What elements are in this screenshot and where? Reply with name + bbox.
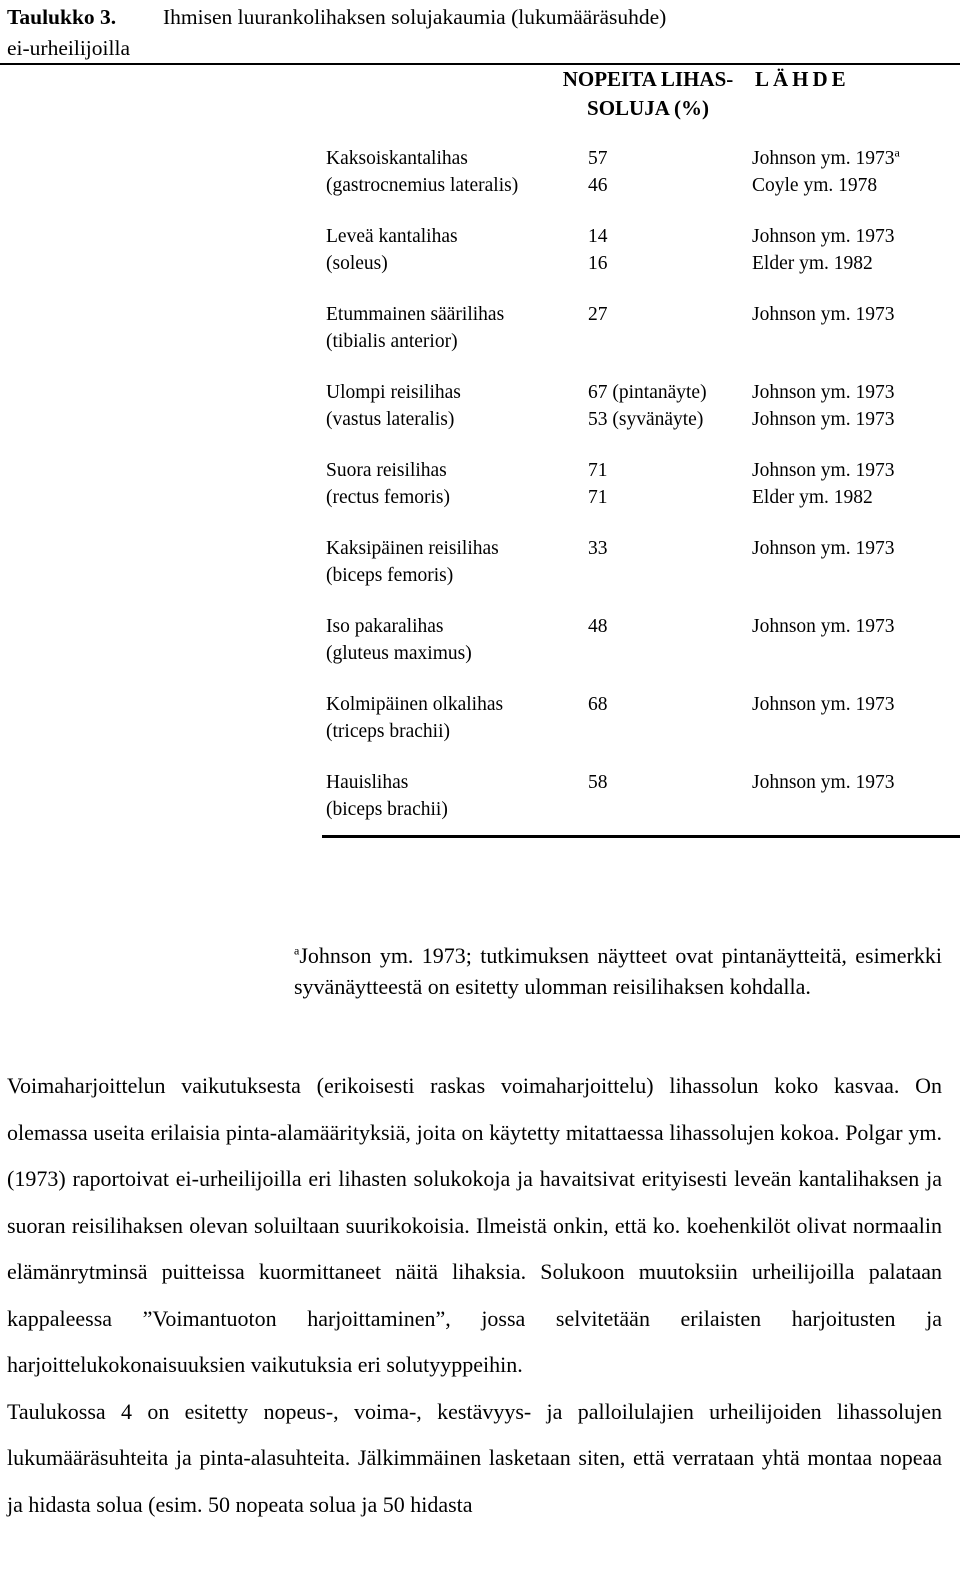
muscle-name-cell: (gastrocnemius lateralis) [326, 175, 519, 196]
fast-fiber-percent-cell: 27 [588, 304, 608, 325]
muscle-name-cell: Kaksoiskantalihas [326, 148, 468, 169]
body-text [7, 1063, 942, 1528]
muscle-name-cell: Hauislihas [326, 772, 409, 793]
muscle-name-cell: Suora reisilihas [326, 460, 447, 481]
source-text: Johnson ym. 1973 [752, 304, 895, 325]
fast-fiber-percent-cell: 58 [588, 772, 608, 793]
source-cell [752, 172, 877, 199]
footnote-marker: a [294, 943, 300, 958]
fast-fiber-percent-cell: 57 [588, 148, 608, 169]
table-row [326, 484, 960, 511]
source-text: Johnson ym. 1973 [752, 616, 895, 637]
source-cell [752, 301, 894, 328]
table-row [326, 691, 960, 718]
header-fast-fibers [553, 65, 743, 123]
table-row-group [326, 535, 960, 613]
header-source: LÄHDE [755, 67, 850, 91]
source-text: Johnson ym. 1973 [752, 460, 895, 481]
table-row [326, 796, 960, 823]
table-row-group [326, 691, 960, 769]
table-row [326, 562, 960, 589]
source-cell [752, 406, 894, 433]
table-row [326, 223, 960, 250]
table-row [326, 457, 960, 484]
muscle-name-cell: (tibialis anterior) [326, 331, 458, 352]
table-caption [7, 2, 947, 64]
table-row [326, 250, 960, 277]
source-text: Elder ym. 1982 [752, 253, 873, 274]
fast-fiber-percent-cell [588, 718, 752, 745]
source-text: Johnson ym. 1973 [752, 226, 895, 247]
muscle-name-cell: (biceps femoris) [326, 565, 454, 586]
muscle-name-cell: (triceps brachii) [326, 721, 450, 742]
table-row [326, 769, 960, 796]
paragraph-1: Voimaharjoittelun vaikutuksesta (erikoisesti raskas voimaharjoittelu) lihassolun koko kasvaa. On olemassa useita erilaisia pinta-alamäärityksiä, joita on käytetty mitattaessa lihassolujen kokoa. Polgar ym. (1973) raportoivat ei-urheilijoilla eri lihasten solukokoja ja havaitsivat erityisesti leveän kantalihaksen ja suoran reisilihaksen olevan soluiltaan suurikokoisia. Ilmeistä onkin, että ko. koehenkilöt olivat normaalin elämänrytminsä puitteissa kuormittaneet näitä lihaksia. Solukoon muutoksiin urheilijoilla palataan kappaleessa ”Voimantuoton harjoittaminen”, jossa selvitetään erilaisten harjoitusten ja harjoittelukokonaisuuksien vaikutuksia eri solutyyppeihin. [7, 1073, 942, 1377]
source-text: Coyle ym. 1978 [752, 175, 878, 196]
paragraph-2: Taulukossa 4 on esitetty nopeus-, voima-, kestävyys- ja palloilulajien urheilijoiden lihassolujen lukumääräsuhteita ja pinta-alasuhteita. Jälkimmäinen lasketaan siten, että verrataan yhtä montaa nopeaa ja hidasta solua (esim. 50 nopeata solua ja 50 hidasta [7, 1398, 942, 1517]
header-fast-line1: NOPEITA LIHAS- [562, 67, 734, 91]
source-cell [752, 145, 900, 172]
table-row [326, 535, 960, 562]
table-row [326, 718, 960, 745]
caption-title-line1: Ihmisen luurankolihaksen solujakaumia (lukumääräsuhde) [163, 5, 667, 29]
muscle-name-cell: Iso pakaralihas [326, 616, 444, 637]
table-row [326, 613, 960, 640]
table-footnote [294, 940, 942, 1002]
source-cell [752, 535, 894, 562]
muscle-name-cell: Etummainen säärilihas [326, 304, 505, 325]
source-text: Elder ym. 1982 [752, 487, 873, 508]
muscle-fiber-table [326, 145, 960, 847]
caption-title-line2: ei-urheilijoilla [7, 36, 130, 60]
muscle-name-cell: (vastus lateralis) [326, 409, 455, 430]
muscle-name-cell: (soleus) [326, 253, 388, 274]
source-cell [752, 457, 894, 484]
source-cell [752, 613, 894, 640]
table-row-group [326, 223, 960, 301]
source-text: Johnson ym. 1973 [752, 382, 895, 403]
fast-fiber-percent-cell: 71 [588, 487, 608, 508]
muscle-name-cell: Kaksipäinen reisilihas [326, 538, 499, 559]
fast-fiber-percent-cell: 67 (pintanäyte) [588, 382, 707, 403]
source-cell [752, 769, 894, 796]
source-cell [752, 250, 873, 277]
fast-fiber-percent-cell: 71 [588, 460, 608, 481]
source-cell [752, 223, 894, 250]
caption-label: Taulukko 3. [7, 5, 117, 29]
fast-fiber-percent-cell [588, 328, 752, 355]
table-row-group [326, 613, 960, 691]
source-cell [752, 484, 873, 511]
header-fast-line2: SOLUJA (%) [587, 96, 709, 120]
table-row [326, 301, 960, 328]
table-row [326, 172, 960, 199]
muscle-name-cell: Leveä kantalihas [326, 226, 458, 247]
source-footnote-marker: a [894, 145, 900, 160]
source-text: Johnson ym. 1973 [752, 538, 895, 559]
fast-fiber-percent-cell [588, 562, 752, 589]
source-cell [752, 691, 894, 718]
fast-fiber-percent-cell: 14 [588, 226, 608, 247]
muscle-name-cell: (rectus femoris) [326, 487, 450, 508]
table-row-group [326, 301, 960, 379]
source-text: Johnson ym. 1973 [752, 148, 895, 169]
fast-fiber-percent-cell [588, 640, 752, 667]
table-bottom-rule [322, 835, 960, 838]
table-row [326, 640, 960, 667]
table-row-group [326, 457, 960, 535]
muscle-name-cell: (gluteus maximus) [326, 643, 472, 664]
fast-fiber-percent-cell: 48 [588, 616, 608, 637]
table-row [326, 406, 960, 433]
muscle-name-cell: Ulompi reisilihas [326, 382, 461, 403]
fast-fiber-percent-cell: 68 [588, 694, 608, 715]
table-row-group [326, 379, 960, 457]
fast-fiber-percent-cell: 33 [588, 538, 608, 559]
muscle-name-cell: Kolmipäinen olkalihas [326, 694, 504, 715]
footnote-text: Johnson ym. 1973; tutkimuksen näytteet ovat pintanäytteitä, esimerkki syvänäytteestä on esitetty ulomman reisilihaksen kohdalla. [294, 943, 942, 999]
source-cell [752, 379, 894, 406]
fast-fiber-percent-cell [588, 796, 752, 823]
table-row-group [326, 145, 960, 223]
source-text: Johnson ym. 1973 [752, 772, 895, 793]
muscle-name-cell: (biceps brachii) [326, 799, 448, 820]
source-text: Johnson ym. 1973 [752, 409, 895, 430]
fast-fiber-percent-cell: 16 [588, 253, 608, 274]
table-row [326, 328, 960, 355]
fast-fiber-percent-cell: 53 (syvänäyte) [588, 409, 704, 430]
table-row [326, 145, 960, 172]
source-text: Johnson ym. 1973 [752, 694, 895, 715]
fast-fiber-percent-cell: 46 [588, 175, 608, 196]
table-row [326, 379, 960, 406]
